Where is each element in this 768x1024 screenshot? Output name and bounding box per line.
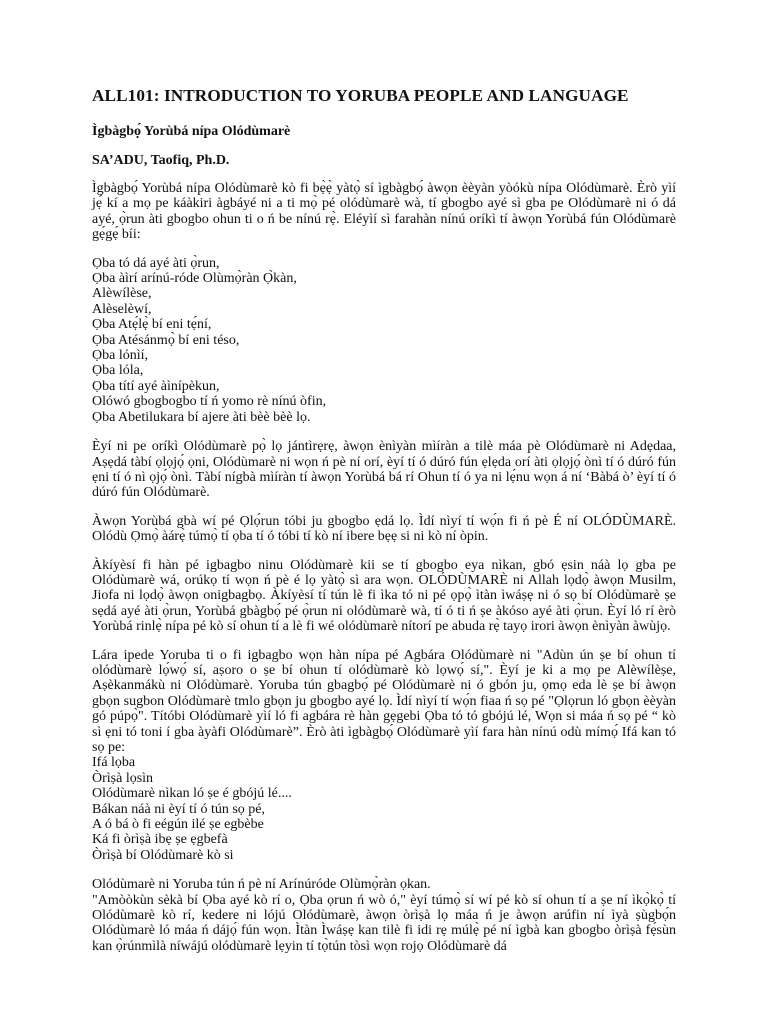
ifa-verse-line: Olódùmarè nìkan ló ṣe é gbójú lé.... <box>92 786 292 802</box>
oriki-line: Ọba tó dá ayé àti ọ̀run, <box>92 255 220 271</box>
paragraph-sayings: Lára ipede Yoruba ti o fi igbagbo wọn hàn nípa pé Agbára Olódùmarè ni "Adùn ún ṣe bí ohun tí olódùmarè lọ́wọ́ sí, aṣoro o ṣe bí ohun tí olódùmarè kò lọwọ́ sí,". Èyí je ki a mọ pe Alèwílèṣe, Aṣèkanmákù ni Olódùmarè. Yoruba tún gbagbọ́ pé Olódùmarè ni ó gbón ju, ọmọ eda lè ṣe bí àwọn gbọn sugbon Olódùmarè tmlo gbọn ju gbogbo ayé lọ. Ìdí nìyí tí wọ́n fiaa ń sọ pé "Ọlọrun ló gbọn èèyàn gó púpọ̀". Títóbi Olódùmarè yìí ló fi agbára rè hàn gẹgebi Ọba tó tó gbójú lé, Wọn si máa ń sọ pé “ kò sì ẹni tó toni í gba àyàfi Olódùmarè”. Èrò àti ìgbàgbọ́ Olódùmarè yìí fara hàn nínú odù mímọ́ Ifá kan tó sọ pe: <box>92 647 676 755</box>
oriki-line: Olówó gbogbogbo tí ń yomo rè nínú òfin, <box>92 394 327 410</box>
paragraph-religions: Àkíyèsí fi hàn pé igbagbo ninu Olódùmarè kii se tí gbogbo eya nìkan, gbó ẹsin náà lọ gba pe Olódùmarè wá, orúkọ tí wọn ń pè é lọ yàtọ̀ sì ara wọn. OLÓDÙMARÈ ni Allah lọdọ̀ àwọn Musilm, Jiofa ni lọdọ̀ àwọn onigbagbọ. Àkíyèsí tí tún lè fi ìka tó ni pé ọpọ̀ ìtàn ìwáṣẹ ni ó sọ bí Olódùmarè ṣe sẹdá ayé àti ọ̀run, Yorùbá gbàgbọ́ pé ọ̀run ni olódùmarè wà, tí ó ti ń ṣe àkóso ayé àti ọ̀run. Èyí ló rí èrò Yorùbá rinlẹ̀ nípa pé kò sí ohun tí a lè fi wé olódùmarè nítorí pe abuda rẹ̀ tayọ irori àwọn ènìyàn àwùjọ. <box>92 557 676 635</box>
oriki-list <box>92 256 676 425</box>
document-title: ALL101: INTRODUCTION TO YORUBA PEOPLE AND LANGUAGE <box>92 86 629 105</box>
paragraph-arinurode: Olódùmarè ni Yoruba tún ń pè ní Arínúróde Olùmọ̀ràn ọkan. <box>92 877 431 893</box>
ifa-verse-line: A ó bá ò fi eégún ilé ṣe egbèbe <box>92 817 264 833</box>
oriki-line: Ọba àìrí arínú-róde Olùmọ̀ràn Ọ̀kàn, <box>92 271 297 287</box>
oriki-line: Ọba Atẹ́lẹ̀ bí eni tẹ́ní, <box>92 317 212 333</box>
oriki-line: Alèwílèse, <box>92 286 152 302</box>
oriki-line: Ọba títí ayé àìnípèkun, <box>92 378 220 394</box>
paragraph-amookun: "Amòòkùn sèkà bí Ọba ayé kò rí o, Ọba ọrun ń wò ó," èyí túmọ̀ sí wí pé kò sí ohun tí a ṣe ní ìkọ̀kọ̀ tí Olódùmarè kò rí, kedere ni lójú Olódùmarè, àwọn òrìṣà lọ máa ń je àwọn arúfin ní ìyà ṣùgbọ́n Olódùmarè ló máa ń dájọ́ fún wọn. Ìtàn Ìwáṣẹ kan tilè fi idi rẹ múlẹ̀ pé ní ìgbà kan gbogbo òrìṣà fẹ́sùn kan ọ̀rúnmìlà níwájú olódùmarè lẹyin tí tọ̀tún tòsì wọn rojọ Olódùmarè dá <box>92 892 676 954</box>
oriki-line: Ọba Abetilukara bí ajere àti bèè bèè lọ. <box>92 409 311 425</box>
ifa-verse-line: Bákan náà ni èyí tí ó tún sọ pé, <box>92 801 266 817</box>
oriki-line: Ọba lónìí, <box>92 348 148 364</box>
ifa-verse-line: Òrìṣà lọsìn <box>92 770 154 786</box>
paragraph-oriki-explanation: Èyí ni pe oríkì Olódùmarè pọ̀ lọ jántìrẹrẹ, àwọn ènìyàn mìíràn a tilè máa pè Olódùmarè ni Adẹdaa, Aṣẹdá tàbí ọlọjọ́ ọni, Olódùmarè ni wọn ń pè ní orí, èyí tí ó dúró fún ẹlẹda orí àti ọlọjọ́ ònì tí ó dúró fún ẹni tí ó nì ọjọ́ ònì. Tàbí nígbà mìíràn tí àwọn Yorùbá bá rí Ohun tí ó ya ni lẹ́nu wọn á ní ‘Bàbá ò’ èyí tí ó dúró fún Olódùmarè. <box>92 439 676 501</box>
oriki-line: Ọba lóla, <box>92 363 144 379</box>
paragraph-intro: Ìgbàgbọ́ Yorùbá nípa Olódùmarè kò fi bẹ̀ẹ̀ yàtọ̀ sí ìgbàgbọ́ àwọn èèyàn yòókù nípa Olódùmarè. Èrò yìí jẹ́ kí a mọ pe káàkiri àgbáyé ni a ti mọ̀ pé olódùmarè wà, tí gbogbo ayé sì gba pe Olódùmarè ni ó dá ayé, ọ̀run àti gbogbo ohun ti o ń be nínú rẹ̀. Eléyìí sì farahàn nínú oríkì tí àwọn Yorùbá fún Olódùmarè gẹ́gẹ́ bíi: <box>92 181 676 243</box>
document-subtitle: Ìgbàgbọ́ Yorùbá nípa Olódùmarè <box>92 124 291 139</box>
oriki-line: Ọba Atésánmọ̀ bí eni téso, <box>92 332 240 348</box>
ifa-verse-line: Ká fi òrìṣà ibẹ ṣe ẹgbefà <box>92 832 228 848</box>
document-author: SA’ADU, Taofiq, Ph.D. <box>92 153 230 168</box>
ifa-verse-line: Ifá lọba <box>92 755 136 771</box>
ifa-verse-line: Òrìṣà bí Olódùmarè kò si <box>92 847 234 863</box>
ifa-verse-list <box>92 755 676 863</box>
oriki-line: Alèselèwí, <box>92 301 152 317</box>
paragraph-olodumare-greatness: Àwọn Yorùbá gbà wí pé Ọlọ́run tóbi ju gbogbo ẹdá lọ. Ìdí nìyí tí wọ́n fi ń pè É ní OLÓDÙMARÈ. Olódù Ọmọ̀ àárẹ̀ túmọ̀ tí ọba tí ó tóbi tí kò ní ibere bẹẹ si ni kò ní òpin. <box>92 513 676 545</box>
